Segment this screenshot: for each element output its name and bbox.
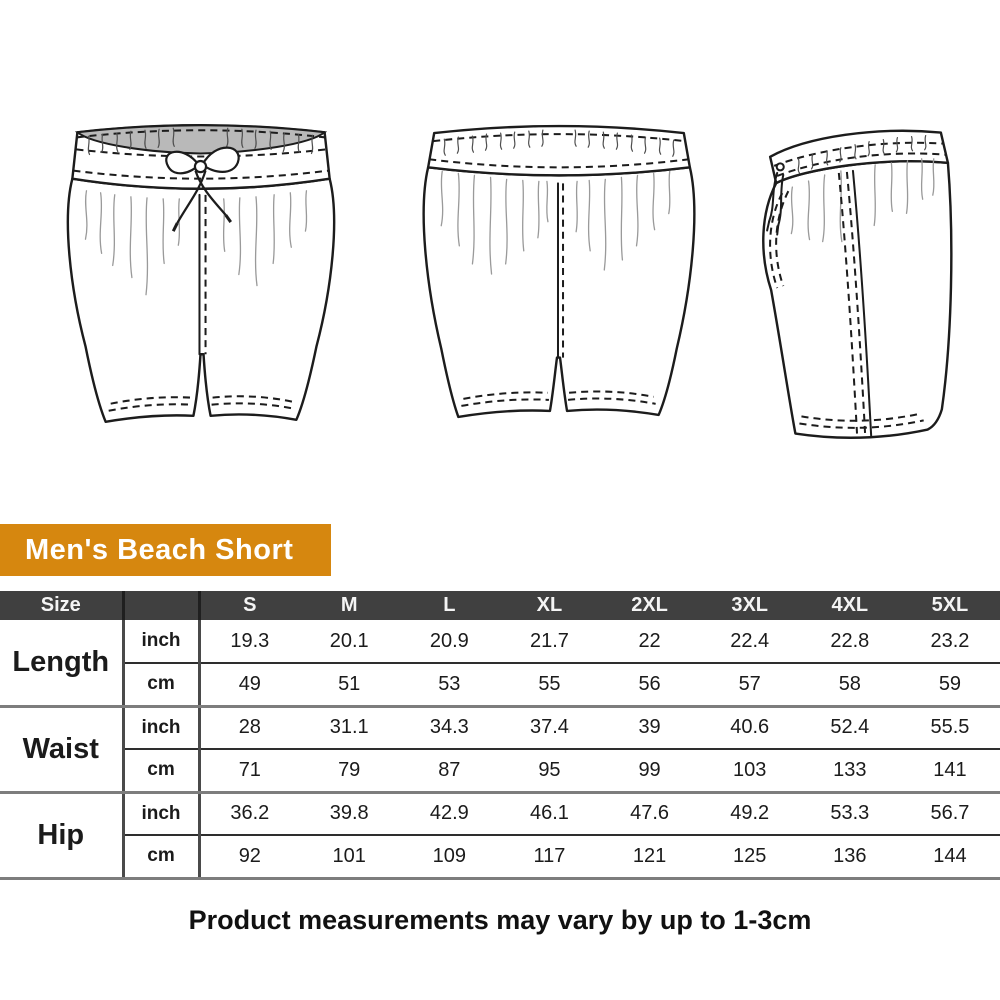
unit-label: inch xyxy=(123,620,199,663)
value-cell: 71 xyxy=(199,749,299,792)
shorts-back-view-drawing xyxy=(406,108,712,432)
value-cell: 37.4 xyxy=(499,706,599,749)
table-row xyxy=(0,663,1000,706)
size-col-header: L xyxy=(399,591,499,620)
page-title: Men's Beach Short xyxy=(25,533,294,566)
unit-label: cm xyxy=(123,663,199,706)
value-cell: 31.1 xyxy=(299,706,399,749)
value-cell: 46.1 xyxy=(499,792,599,835)
value-cell: 55.5 xyxy=(900,706,1000,749)
value-cell: 121 xyxy=(600,835,700,878)
unit-column-header xyxy=(123,591,199,620)
value-cell: 99 xyxy=(600,749,700,792)
value-cell: 51 xyxy=(299,663,399,706)
value-cell: 39.8 xyxy=(299,792,399,835)
value-cell: 19.3 xyxy=(199,620,299,663)
value-cell: 23.2 xyxy=(900,620,1000,663)
value-cell: 56 xyxy=(600,663,700,706)
unit-label: cm xyxy=(123,835,199,878)
row-label-hip: Hip xyxy=(0,792,123,878)
value-cell: 22.4 xyxy=(700,620,800,663)
value-cell: 57 xyxy=(700,663,800,706)
value-cell: 34.3 xyxy=(399,706,499,749)
row-label-waist: Waist xyxy=(0,706,123,792)
value-cell: 22 xyxy=(600,620,700,663)
size-col-header: S xyxy=(199,591,299,620)
size-chart-table xyxy=(0,591,1000,880)
shorts-back-view-icon xyxy=(406,108,712,432)
table-row xyxy=(0,706,1000,749)
table-row xyxy=(0,835,1000,878)
unit-label: cm xyxy=(123,749,199,792)
value-cell: 21.7 xyxy=(499,620,599,663)
value-cell: 47.6 xyxy=(600,792,700,835)
value-cell: 20.1 xyxy=(299,620,399,663)
table-row xyxy=(0,620,1000,663)
value-cell: 52.4 xyxy=(800,706,900,749)
value-cell: 87 xyxy=(399,749,499,792)
title-banner xyxy=(0,524,331,576)
unit-label: inch xyxy=(123,792,199,835)
value-cell: 141 xyxy=(900,749,1000,792)
drawstring-eyelet xyxy=(777,163,784,170)
value-cell: 49.2 xyxy=(700,792,800,835)
value-cell: 36.2 xyxy=(199,792,299,835)
value-cell: 95 xyxy=(499,749,599,792)
size-col-header: 2XL xyxy=(600,591,700,620)
size-col-header: 5XL xyxy=(900,591,1000,620)
value-cell: 109 xyxy=(399,835,499,878)
shorts-side-view-icon xyxy=(756,106,956,450)
value-cell: 125 xyxy=(700,835,800,878)
value-cell: 22.8 xyxy=(800,620,900,663)
unit-label: inch xyxy=(123,706,199,749)
table-row xyxy=(0,792,1000,835)
value-cell: 101 xyxy=(299,835,399,878)
value-cell: 20.9 xyxy=(399,620,499,663)
table-row xyxy=(0,749,1000,792)
value-cell: 53.3 xyxy=(800,792,900,835)
value-cell: 55 xyxy=(499,663,599,706)
value-cell: 53 xyxy=(399,663,499,706)
value-cell: 133 xyxy=(800,749,900,792)
shorts-front-view-drawing xyxy=(52,102,350,440)
size-header-row xyxy=(0,591,1000,620)
value-cell: 92 xyxy=(199,835,299,878)
measurement-disclaimer: Product measurements may vary by up to 1-3cm xyxy=(188,905,812,935)
size-corner-header: Size xyxy=(0,591,123,620)
value-cell: 79 xyxy=(299,749,399,792)
row-label-length: Length xyxy=(0,620,123,706)
value-cell: 144 xyxy=(900,835,1000,878)
size-col-header: M xyxy=(299,591,399,620)
value-cell: 40.6 xyxy=(700,706,800,749)
value-cell: 28 xyxy=(199,706,299,749)
shorts-front-view-icon xyxy=(52,102,350,440)
shorts-side-view-drawing xyxy=(756,106,956,450)
value-cell: 56.7 xyxy=(900,792,1000,835)
value-cell: 42.9 xyxy=(399,792,499,835)
value-cell: 117 xyxy=(499,835,599,878)
value-cell: 136 xyxy=(800,835,900,878)
value-cell: 58 xyxy=(800,663,900,706)
value-cell: 49 xyxy=(199,663,299,706)
value-cell: 103 xyxy=(700,749,800,792)
size-col-header: 3XL xyxy=(700,591,800,620)
value-cell: 39 xyxy=(600,706,700,749)
size-col-header: XL xyxy=(499,591,599,620)
value-cell: 59 xyxy=(900,663,1000,706)
front-body xyxy=(68,179,334,422)
size-col-header: 4XL xyxy=(800,591,900,620)
